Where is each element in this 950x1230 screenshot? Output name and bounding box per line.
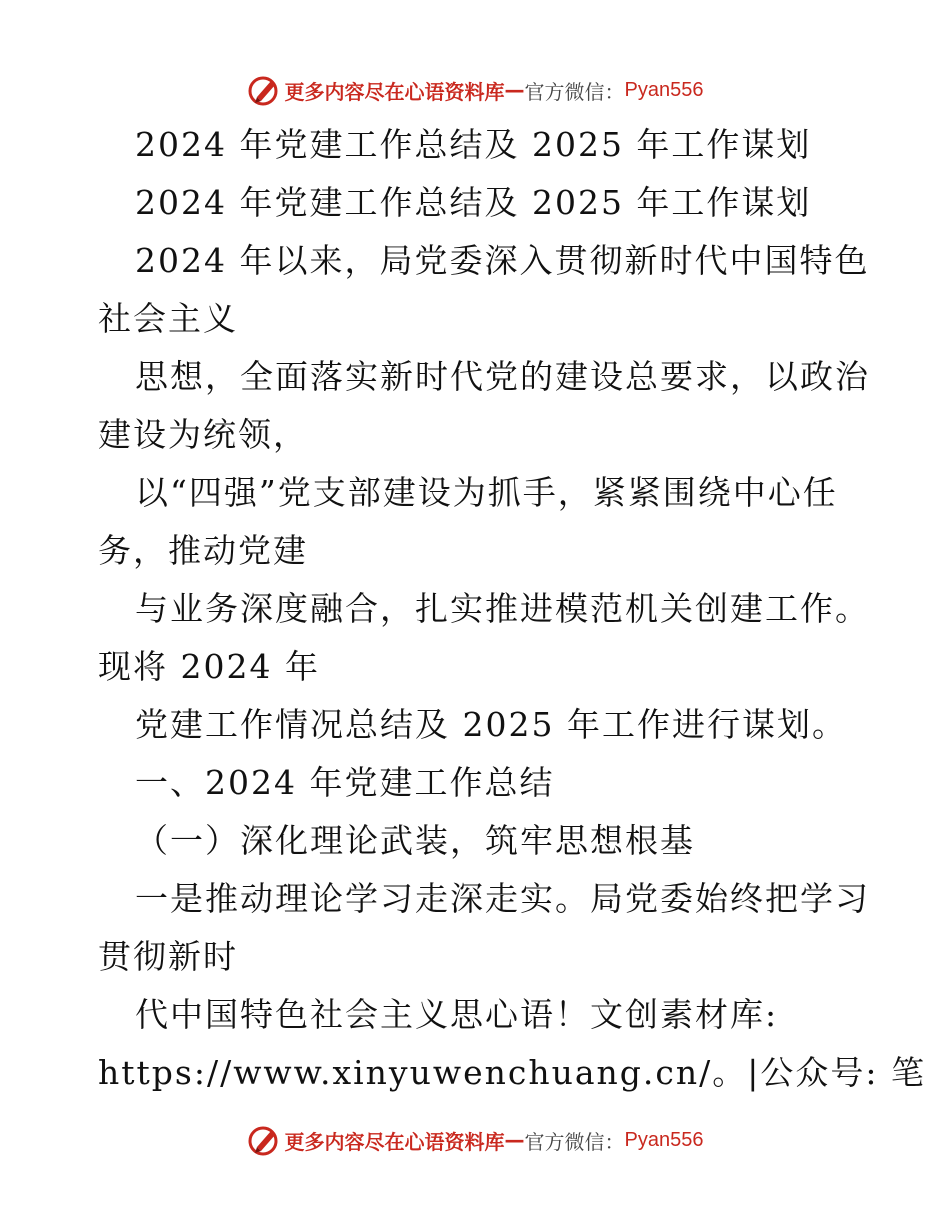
- watermark-wechat-id: Pyan556: [624, 78, 704, 101]
- section-heading: 一、2024 年党建工作总结: [135, 763, 555, 802]
- doc-title: 2024 年党建工作总结及 2025 年工作谋划: [135, 125, 812, 164]
- paragraph-line: 贯彻新时: [98, 937, 238, 976]
- paragraph-line: 一是推动理论学习走深走实。局党委始终把学习: [135, 879, 870, 918]
- doc-title-repeat: 2024 年党建工作总结及 2025 年工作谋划: [135, 183, 812, 222]
- watermark-wechat-label: 官方微信：: [524, 79, 625, 104]
- watermark-dash: —: [504, 78, 525, 102]
- paragraph-line: 代中国特色社会主义思心语！文创素材库:: [135, 995, 779, 1034]
- watermark-banner-top: [0, 70, 950, 110]
- watermark-text: 更多内容尽在心语资料库: [284, 1129, 505, 1154]
- watermark-wechat-id: Pyan556: [624, 1128, 704, 1151]
- paragraph-line-url: https://www.xinyuwenchuang.cn/。|公众号: 笔: [98, 1053, 926, 1092]
- paragraph-line: 党建工作情况总结及 2025 年工作进行谋划。: [135, 705, 847, 744]
- paragraph-line: 务，推动党建: [98, 531, 308, 570]
- paragraph-line: 与业务深度融合，扎实推进模范机关创建工作。: [135, 589, 870, 628]
- paragraph-line: 现将 2024 年: [98, 647, 320, 686]
- pen-logo-icon: [247, 73, 281, 107]
- paragraph-line: 建设为统领，: [98, 415, 308, 454]
- watermark-wechat-label: 官方微信：: [524, 1129, 625, 1154]
- watermark-banner-bottom: [0, 1120, 950, 1160]
- paragraph-line: 思想，全面落实新时代党的建设总要求，以政治: [135, 357, 870, 396]
- pen-logo-icon: [247, 1123, 281, 1157]
- watermark-dash: —: [504, 1128, 525, 1152]
- subsection-heading: （一）深化理论武装，筑牢思想根基: [135, 821, 695, 860]
- watermark-text: 更多内容尽在心语资料库: [284, 79, 505, 104]
- paragraph-line: 2024 年以来，局党委深入贯彻新时代中国特色: [135, 241, 870, 280]
- paragraph-line: 以“四强”党支部建设为抓手，紧紧围绕中心任: [135, 473, 838, 512]
- paragraph-line: 社会主义: [98, 299, 238, 338]
